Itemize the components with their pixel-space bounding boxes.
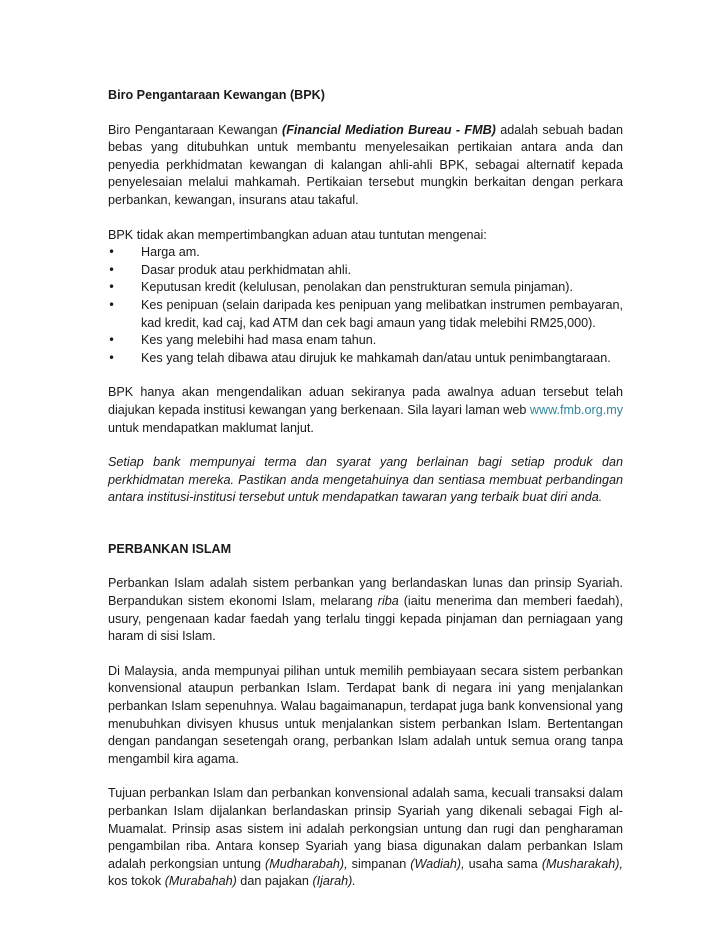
bpk-p1-start: Biro Pengantaraan Kewangan: [108, 122, 282, 137]
list-item-text: Kes penipuan (selain daripada kes penipuan yang melibatkan instrumen pembayaran, kad kredit, kad caj, kad ATM dan cek bagi amaun yang tidak melebihi RM25,000).: [141, 297, 623, 330]
bpk-complaint-paragraph: [108, 384, 623, 437]
musharakah-term: (Musharakah),: [541, 856, 624, 871]
bpk-p2-start: BPK hanya akan mengendalikan aduan sekiranya pada awalnya aduan tersebut telah diajukan kepada institusi kewangan yang berkenaan. Sila layari laman web: [108, 385, 623, 417]
bpk-p1-end: adalah sebuah badan bebas yang ditubuhkan untuk membantu menyelesaikan pertikaian antara anda dan penyedia perkhidmatan kewangan di kalangan ahli-ahli BPK, sebagai alternatif kepada penyelesaian melalui mahkamah. Pertikaian tersebut mungkin berkaitan dengan perkara perbankan, kewangan, insurans atau takaful.: [108, 122, 623, 207]
islamic-banking-definition: [108, 575, 623, 645]
fmb-website-link[interactable]: www.fmb.org.my: [529, 402, 623, 417]
list-item-text: Kes yang telah dibawa atau dirujuk ke mahkamah dan/atau untuk penimbangtaraan.: [141, 350, 611, 365]
bpk-advice-paragraph: Setiap bank mempunyai terma dan syarat yang berlainan bagi setiap produk dan perkhidmatan mereka. Pastikan anda mengetahuinya dan sentiasa membuat perbandingan antara institusi-institusi tersebut untuk mendapatkan tawaran yang terbaik buat diri anda.: [108, 455, 623, 505]
list-item-text: Harga am.: [141, 245, 200, 260]
bullet-icon: •: [108, 262, 116, 277]
islamic-banking-heading: PERBANKAN ISLAM: [108, 541, 232, 556]
bullet-icon: •: [108, 280, 116, 295]
riba-term: riba: [377, 594, 399, 609]
list-item: [108, 297, 623, 332]
list-item: [108, 244, 623, 262]
islamic-banking-malaysia: Di Malaysia, anda mempunyai pilihan untuk memilih pembiayaan secara sistem perbankan konvensional ataupun perbankan Islam. Terdapat bank di negara ini yang menjalankan perbankan Islam sepenuhnya. Walau bagaimanapun, terdapat juga bank konvensional yang menubuhkan divisyen khusus untuk menjalankan sistem perbankan Islam. Bertentangan dengan pandangan sesetengah orang, perbankan Islam adalah untuk semua orang tanpa mengambil kira agama.: [108, 663, 623, 766]
bpk-p2-end: untuk mendapatkan maklumat lanjut.: [108, 420, 314, 435]
ijarah-term: (Ijarah).: [312, 874, 356, 889]
bullet-icon: •: [108, 297, 116, 312]
bpk-exclusions-list: [108, 244, 623, 367]
mudharabah-term: (Mudharabah),: [265, 856, 348, 871]
document-body: [108, 87, 623, 891]
islam-p1-a: Perbankan Islam adalah sistem perbankan yang berlandaskan lunas dan prinsip Syariah. Berpandukan sistem ekonomi Islam, melarang: [108, 576, 623, 609]
list-item: [108, 279, 623, 297]
islamic-banking-concepts: [108, 785, 623, 891]
list-item: [108, 262, 623, 280]
bullet-icon: •: [108, 350, 116, 365]
islam-p1-b: (iaitu menerima dan memberi faedah), usury, pengenaan kadar faedah yang terlalu tinggi kepada pinjaman dan perniagaan yang haram di sisi Islam.: [108, 594, 623, 644]
islam-p3-a: Tujuan perbankan Islam dan perbankan konvensional adalah sama, kecuali transaksi dalam perbankan Islam dijalankan berlandaskan prinsip Syariah yang dikenali sebagai Figh al-Muamalat. Prinsip asas sistem ini adalah perkongsian untung dan rugi dan pengharaman pengambilan riba. Antara konsep Syariah yang biasa digunakan dalam perbankan Islam adalah perkongsian untung: [108, 786, 623, 871]
wadiah-term: (Wadiah),: [410, 856, 465, 871]
list-item-text: Keputusan kredit (kelulusan, penolakan dan penstrukturan semula pinjaman).: [141, 280, 573, 295]
list-item: [108, 350, 623, 368]
islam-p3-b: simpanan: [347, 856, 411, 871]
list-item-text: Kes yang melebihi had masa enam tahun.: [141, 333, 377, 348]
fmb-term: (Financial Mediation Bureau - FMB): [282, 122, 496, 137]
islam-p3-c: usaha sama: [464, 856, 542, 871]
bpk-exclusions-intro: BPK tidak akan mempertimbangkan aduan atau tuntutan mengenai:: [108, 227, 487, 242]
bullet-icon: •: [108, 333, 116, 348]
bullet-icon: •: [108, 245, 116, 260]
list-item-text: Dasar produk atau perkhidmatan ahli.: [141, 262, 352, 277]
islam-p3-d: kos tokok: [108, 874, 165, 889]
murabahah-term: (Murabahah): [164, 874, 237, 889]
bpk-intro-paragraph: [108, 122, 623, 210]
bpk-heading: Biro Pengantaraan Kewangan (BPK): [108, 88, 325, 102]
list-item: [108, 332, 623, 350]
islam-p3-e: dan pajakan: [236, 874, 313, 889]
